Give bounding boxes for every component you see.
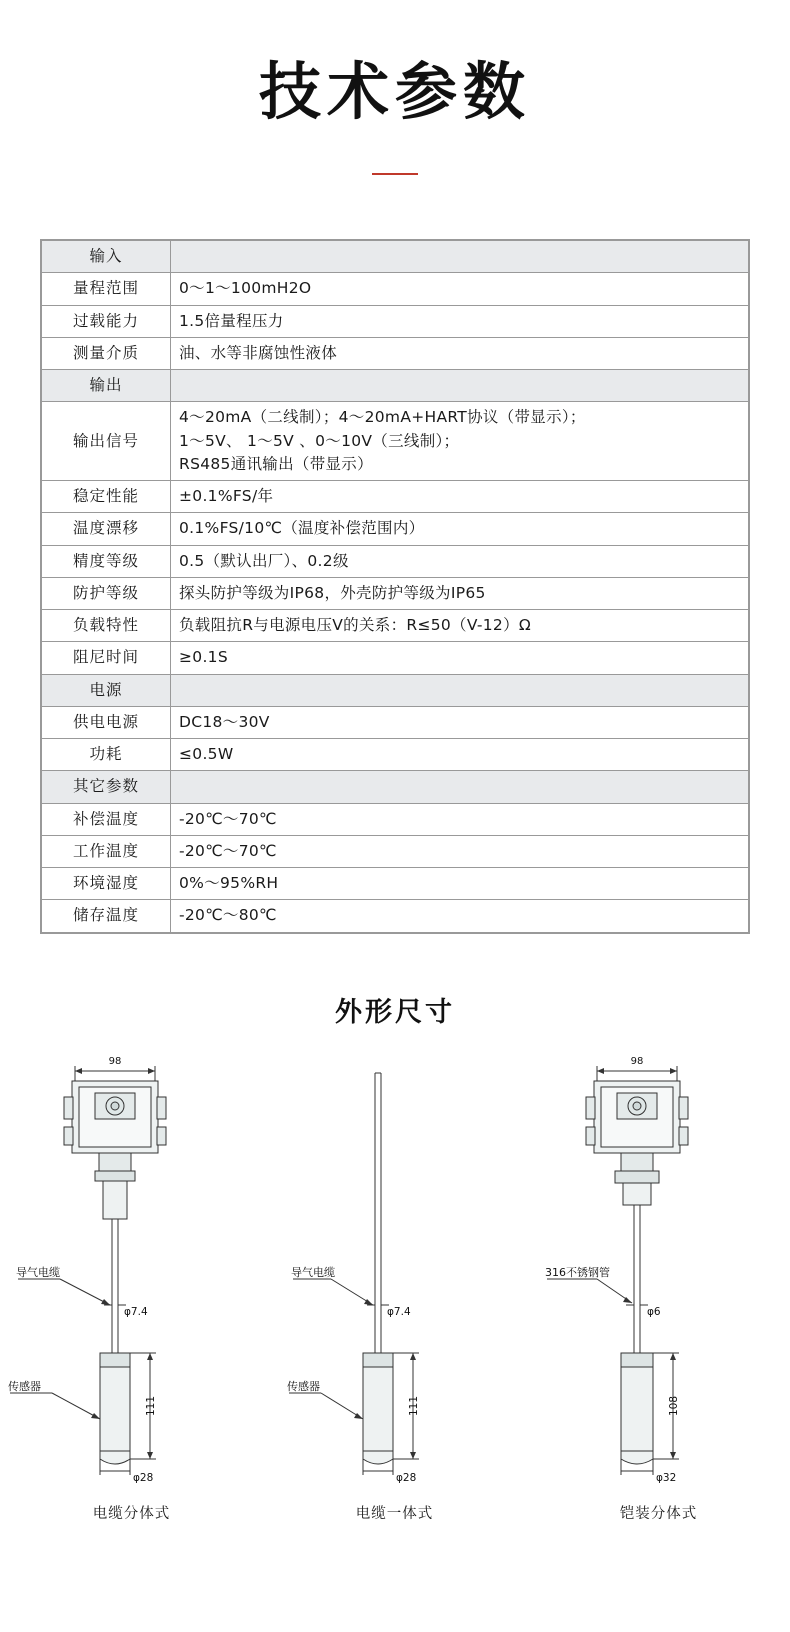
drawing1-diameter-large: φ28 [133,1471,154,1484]
spec-label: 补偿温度 [42,803,171,835]
spec-value: 0%～95%RH [171,868,749,900]
table-row [42,370,749,402]
table-row [42,771,749,803]
spec-value: -20℃～80℃ [171,900,749,932]
spec-value: -20℃～70℃ [171,803,749,835]
spec-value [171,771,749,803]
drawing1-width-label: 98 [108,1055,122,1067]
spec-label: 防护等级 [42,577,171,609]
spec-value: -20℃～70℃ [171,835,749,867]
spec-label: 输出信号 [42,402,171,481]
spec-value [171,402,749,481]
table-row [42,577,749,609]
table-row [42,868,749,900]
page-title: 技术参数 [258,55,531,128]
drawing3-width-label: 98 [630,1055,644,1067]
spec-label: 输入 [42,241,171,273]
drawing-cable-separate [0,1053,263,1523]
spec-label: 环境湿度 [42,868,171,900]
table-row [42,481,749,513]
table-row [42,900,749,932]
table-row [42,674,749,706]
drawing2-diameter-large: φ28 [396,1471,417,1484]
drawing3-diameter-small: φ6 [647,1305,661,1318]
drawing1-length-label: 111 [145,1395,157,1416]
spec-value [171,241,749,273]
spec-label: 储存温度 [42,900,171,932]
drawing3-diameter-large: φ32 [656,1471,677,1484]
spec-label: 功耗 [42,739,171,771]
drawing2-caption: 电缆一体式 [355,1505,434,1522]
spec-label: 量程范围 [42,273,171,305]
drawing3-cable-label: 316不锈钢管 [545,1265,610,1279]
spec-value: ≤0.5W [171,739,749,771]
spec-label: 负载特性 [42,610,171,642]
spec-label: 供电电源 [42,706,171,738]
spec-value [171,674,749,706]
drawing2-diameter-small: φ7.4 [387,1305,411,1318]
spec-value: 1.5倍量程压力 [171,305,749,337]
drawing1-sensor-label: 传感器 [8,1379,41,1393]
drawing-svg [527,1053,790,1501]
spec-value: ≥0.1S [171,642,749,674]
table-row [42,402,749,481]
drawing3-length-label: 108 [668,1395,680,1416]
drawing-cable-integrated [263,1053,526,1523]
spec-value: ±0.1%FS/年 [171,481,749,513]
table-row [42,642,749,674]
drawing1-diameter-small: φ7.4 [124,1305,148,1318]
spec-value-line: 1～5V、 1～5V 、0～10V（三线制）； [179,431,460,450]
spec-value-line: 4～20mA（二线制）；4～20mA+HART协议（带显示）； [179,408,586,427]
title-divider [372,173,418,175]
table-row [42,739,749,771]
drawing1-caption: 电缆分体式 [92,1505,171,1522]
table-row [42,610,749,642]
spec-table-container [40,239,750,934]
spec-label: 电源 [42,674,171,706]
table-row [42,337,749,369]
spec-value: 油、水等非腐蚀性液体 [171,337,749,369]
table-row [42,545,749,577]
table-row [42,513,749,545]
spec-label: 稳定性能 [42,481,171,513]
spec-label: 测量介质 [42,337,171,369]
table-row [42,803,749,835]
table-row [42,273,749,305]
spec-label: 其它参数 [42,771,171,803]
table-row [42,305,749,337]
spec-value [171,370,749,402]
drawing2-sensor-label: 传感器 [287,1379,320,1393]
drawing-svg [0,1053,263,1501]
spec-label: 温度漂移 [42,513,171,545]
drawing2-length-label: 111 [408,1395,420,1416]
spec-value: 0～1～100mH2O [171,273,749,305]
table-row [42,706,749,738]
spec-value: 0.5（默认出厂）、0.2级 [171,545,749,577]
table-row [42,835,749,867]
table-row [42,241,749,273]
drawing-svg [263,1053,526,1501]
spec-label: 输出 [42,370,171,402]
spec-value: 探头防护等级为IP68，外壳防护等级为IP65 [171,577,749,609]
dimensions-title: 外形尺寸 [335,996,455,1028]
spec-label: 过载能力 [42,305,171,337]
drawing-armored-separate [527,1053,790,1523]
drawing3-caption: 铠装分体式 [619,1505,698,1522]
spec-table [41,240,749,933]
drawing2-cable-label: 导气电缆 [291,1265,335,1279]
spec-value: DC18～30V [171,706,749,738]
drawing1-cable-label: 导气电缆 [16,1265,60,1279]
spec-value-line: RS485通讯输出（带显示） [179,454,373,473]
spec-label: 工作温度 [42,835,171,867]
dimension-drawings [0,1053,790,1523]
spec-value: 0.1%FS/10℃（温度补偿范围内） [171,513,749,545]
spec-value: 负载阻抗R与电源电压V的关系：R≤50（V-12）Ω [171,610,749,642]
spec-label: 精度等级 [42,545,171,577]
spec-label: 阻尼时间 [42,642,171,674]
